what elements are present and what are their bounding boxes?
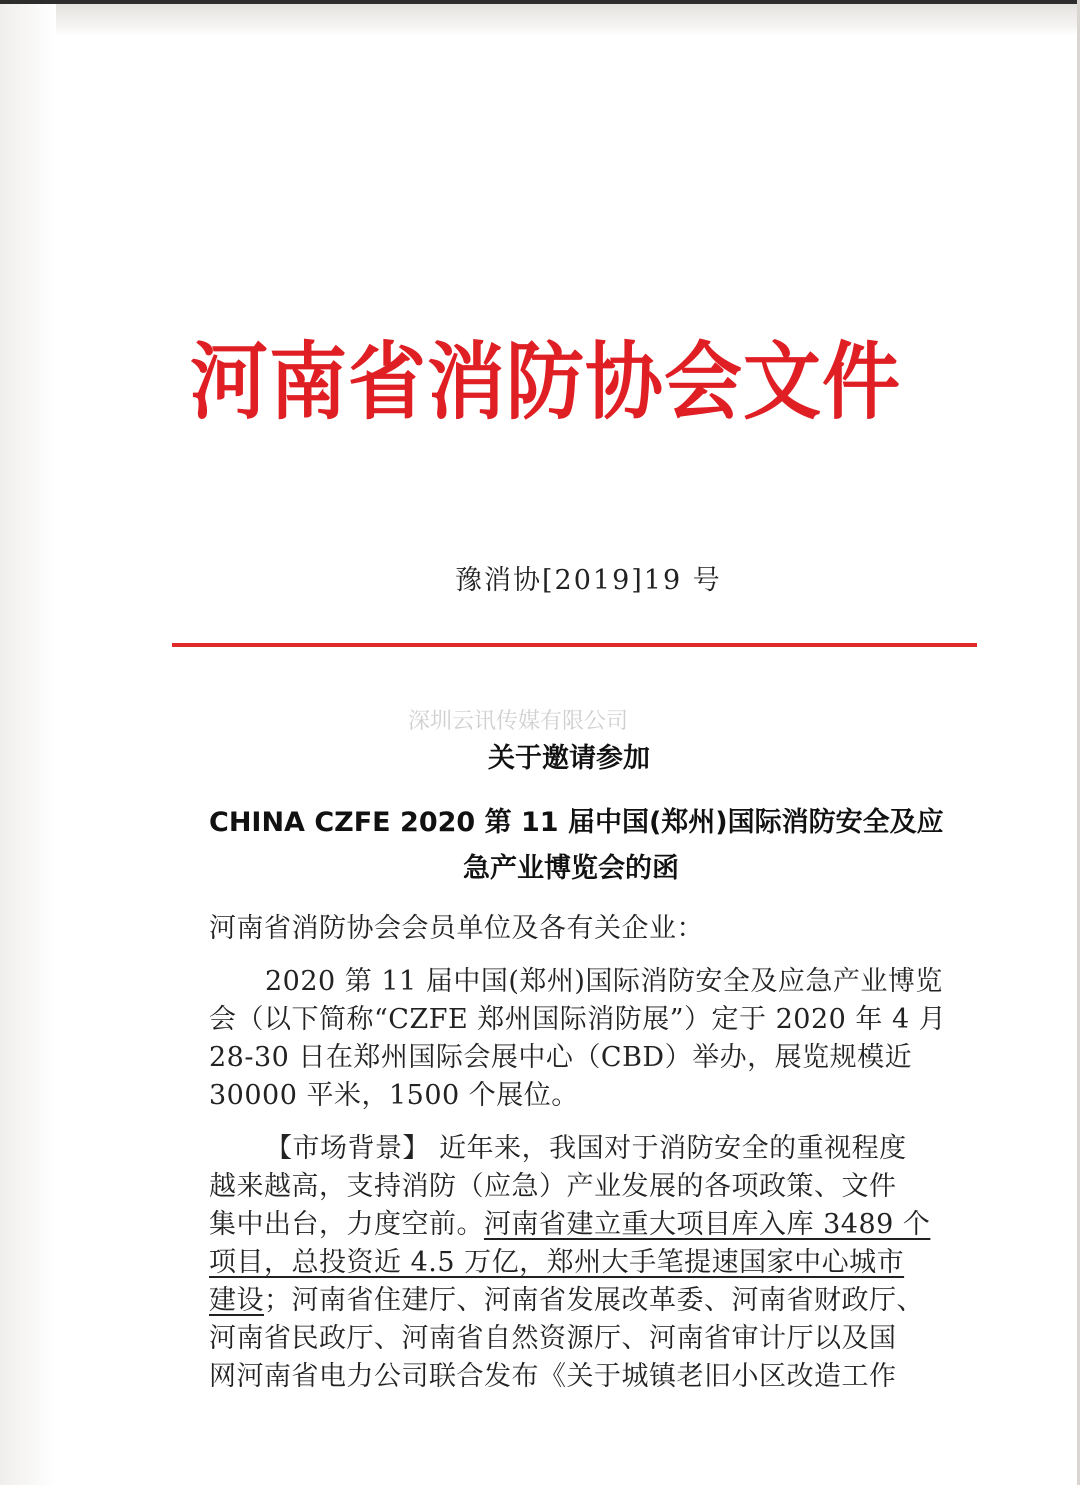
letter-title-line-2: CHINA CZFE 2020 第 11 届中国(郑州)国际消防安全及应 xyxy=(209,807,944,838)
watermark-text: 深圳云讯传媒有限公司 xyxy=(408,709,629,734)
paragraph-1-line-1: 2020 第 11 届中国(郑州)国际消防安全及应急产业博览 xyxy=(265,966,943,997)
paragraph-1-line-2: 会（以下简称“CZFE 郑州国际消防展”）定于 2020 年 4 月 xyxy=(209,1004,947,1035)
paragraph-2-line-5-plain: ；河南省住建厅、河南省发展改革委、河南省财政厅、 xyxy=(264,1285,924,1316)
paragraph-2-line-3-plain: 集中出台，力度空前。 xyxy=(209,1209,484,1240)
paragraph-2-line-4 xyxy=(209,1240,904,1279)
document-number: 豫消协[2019]19 号 xyxy=(455,565,722,596)
scan-shadow-left xyxy=(0,0,56,1485)
red-header-rule xyxy=(172,643,977,647)
letter-title-line-1: 关于邀请参加 xyxy=(488,743,650,774)
paragraph-2-line-2: 越来越高，支持消防（应急）产业发展的各项政策、文件 xyxy=(209,1171,897,1202)
scan-shadow-top xyxy=(0,0,1080,36)
salutation: 河南省消防协会会员单位及各有关企业： xyxy=(209,913,704,944)
paragraph-2-line-5-underlined: 建设 xyxy=(209,1285,264,1316)
paragraph-2-line-7: 网河南省电力公司联合发布《关于城镇老旧小区改造工作 xyxy=(209,1361,897,1392)
paragraph-2-line-5 xyxy=(209,1278,924,1317)
paragraph-2-line-1: 【市场背景】 近年来，我国对于消防安全的重视程度 xyxy=(265,1133,907,1164)
letter-title-line-3: 急产业博览会的函 xyxy=(463,853,679,884)
document-header-title: 河南省消防协会文件 xyxy=(190,333,902,432)
paragraph-2-line-3 xyxy=(209,1202,930,1241)
paragraph-1-line-4: 30000 平米，1500 个展位。 xyxy=(209,1080,579,1111)
paragraph-2-line-4-underlined: 项目，总投资近 4.5 万亿，郑州大手笔提速国家中心城市 xyxy=(209,1247,905,1278)
paragraph-1-line-3: 28-30 日在郑州国际会展中心（CBD）举办，展览规模近 xyxy=(209,1042,913,1073)
paragraph-2-line-3-underlined: 河南省建立重大项目库入库 3489 个 xyxy=(484,1209,931,1240)
scan-edge-top xyxy=(0,0,1080,4)
paragraph-2-line-6: 河南省民政厅、河南省自然资源厅、河南省审计厅以及国 xyxy=(209,1323,897,1354)
